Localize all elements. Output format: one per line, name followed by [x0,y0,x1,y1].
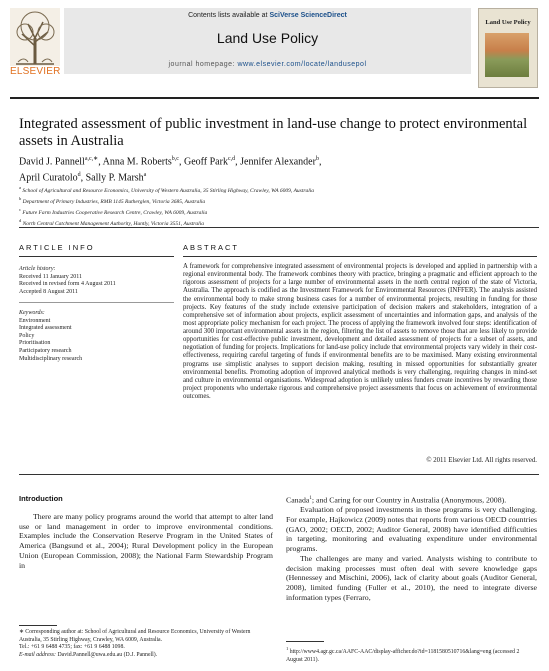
history-heading: Article history: [19,266,56,272]
homepage-prefix: journal homepage: [168,61,238,68]
homepage-link[interactable]: www.elsevier.com/locate/landusepol [237,61,367,68]
journal-title: Land Use Policy [216,30,319,46]
footnote-rule-right [286,641,324,642]
author-name[interactable]: , Jennifer Alexander [235,156,316,168]
author-separator: , [318,156,322,168]
affiliation-line: $^d$ North Central Catchment Management Authority, Huntly, Victoria 3551, Australia [19,218,204,228]
info-separator [19,302,174,303]
author-affil-mark: a [143,171,147,178]
article-title: Integrated assessment of public investment in land-use change to protect environmental assets in Australia [19,116,528,149]
footnote-rule-left [19,625,57,626]
body-paragraph: Evaluation of proposed investments in these programs is very challenging. For example, Hajkowicz (2009) notes that reports from various OECD countries (GAO, 2002; OECD, 2002; Auditor General, 2008) have identified difficulties in targeting, monitoring and evaluating expenditure under environmental programs. [286,505,537,554]
author-affil-mark: c,d [227,156,236,162]
sciencedirect-link[interactable]: SciVerse ScienceDirect [269,12,347,19]
contents-text: Contents lists available at [188,12,270,19]
copyright-notice: © 2011 Elsevier Ltd. All rights reserved. [426,457,537,464]
author-affil-mark: a,c,∗ [84,156,99,162]
cover-title: Land Use Policy [485,19,531,26]
publisher-wordmark: ELSEVIER [10,66,61,77]
history-accepted: Accepted 8 August 2011 [19,288,78,295]
keywords [19,310,174,363]
body-paragraph: The challenges are many and varied. Analysts wishing to contribute to decision making processes must often deal with severe knowledge gaps (Hennessey and Mischini, 2006), lack of clarity about goals (Auditor General, 2008), limited funding (Fuller et al., 2010), the need to integrate diverse information types (Ferraro, [286,553,537,602]
affiliation-line: $^b$ Department of Primary Industries, RMB 1145 Rutherglen, Victoria 3685, Australia [19,196,206,205]
affiliation-line: $^c$ Future Farm Industries Cooperative Research Centre, Crawley, WA 6009, Australia [19,207,208,217]
keyword: Prioritisation [19,340,51,347]
footnote-corresponding-author [19,629,273,659]
keywords-heading: Keywords: [19,310,45,316]
author-affil-mark: b,c [171,156,179,162]
history-received: Received 11 January 2011 [19,273,83,280]
keyword: Policy [19,332,35,339]
footnote-line: ∗ Corresponding author at: School of Agricultural and Resource Economics, University of Western Australia, 35 Stirling Highway, Crawley, WA 6009, Australia. [19,629,251,643]
article-history [19,266,174,296]
keyword: Environment [19,317,51,324]
abstract-text: A framework for comprehensive integrated assessment of environmental projects is developed and applied in partnership with a regional environmental body. The framework combines theory with practice, bringing a pragmatic and efficient approach to the rigorous assessment of projects for a large number of environmental assets in the north central region of the state of Victoria, Australia. The approach is codified as the Investment Framework for Environmental Resources (INFFER). The analysis assisted the environmental body to make strong business cases for a number of environmental projects, resulting in funding for those projects. Key features of the study include extensive participation of decision makers and stakeholders, integration of a comprehensive set of information about projects, explicit assessment of uncertainties and information gaps, and analysis of the most appropriate policy mechanism for each project. The process of applying the framework involved four steps: identification of around 300 important environmental assets in the region, filtering the list of assets to remove those that are less likely to provide opportunities for cost-effective public investment, development and detailed assessment of projects for a subset of assets, and negotiation of funding for projects. Implications for land-use policy include that environmental projects vary widely in their cost-effectiveness, requiring careful targeting of funds if environmental benefits are to be maximised. Many existing environmental programs use simplistic analyses to support decision making, resulting in missed opportunities for substantially greater environmental benefits. Promoting adoption of improved analytical methods is very challenging, requiring changes in mind-set and culture in environmental organisations. Widespread adoption is unlikely unless funders create incentives by rewarding those project proponents who undertake rigorous and comprehensive project assessments that focus on achievement of environmental outcomes. [183,263,537,400]
footnote-line: Tel.: +61 9 6488 4735; fax: +61 9 6488 1098. [19,644,125,651]
cover-art [485,33,529,77]
body-column-left [19,512,273,570]
title-rule [19,227,539,228]
author-list [19,153,539,185]
footnote-line: E-mail address: David.Pannell@uwa.edu.au (D.J. Pannell). [19,651,158,658]
author-name[interactable]: David J. Pannell [19,156,85,168]
author-name[interactable]: , Sally P. Marsh [80,172,144,184]
info-rule [19,256,174,257]
body-column-right [286,494,537,602]
header-rule [10,97,539,99]
keyword: Participatory research [19,347,72,354]
keyword: Integrated assessment [19,325,72,332]
author-name[interactable]: , Anna M. Roberts [98,156,172,168]
affiliation-line: $^a$ School of Agricultural and Resource Economics, University of Western Australia, 35 Stirling Highway, Crawley, WA 6009, Australia [19,185,315,194]
author-affil-mark: d [77,171,81,178]
abstract-bottom-rule [19,474,539,475]
journal-cover-image [478,8,538,88]
affiliations [19,184,539,229]
body-paragraph: Canada$^1$; and Caring for our Country in Australia (Anonymous, 2008). [286,495,507,505]
history-revised: Received in revised form 4 August 2011 [19,281,116,288]
article-info-heading: ARTICLE INFO [19,243,95,252]
contents-line [64,12,471,19]
journal-homepage [64,61,471,68]
footnote-link[interactable]: http://www4.agr.gc.ca/AAFC-AAC/display-afficher.do?id=1181580510716&lang=eng (accessed 2 August 2011). [286,648,520,663]
abstract-heading: ABSTRACT [183,243,240,252]
section-heading-introduction: Introduction [19,494,63,503]
footnote-url: $^1$ http://www4.agr.gc.ca/AAFC-AAC/display-afficher.do?id=1181580510716&lang=eng (accessed 2 August 2011). [286,646,520,663]
author-name[interactable]: , Geoff Park [178,156,228,168]
keyword: Multidisciplinary research [19,355,83,362]
body-paragraph: There are many policy programs around the world that attempt to alter land use or land management in order to improve environmental conditions. Examples include the Conservation Reserve Program in the United States of America (Bangsund et al., 2004); Rural Development policy in the European Union (European Commission, 2008); the National Farm Stewardship Program in [19,512,273,570]
email-link[interactable]: David.Pannell@uwa.edu.au (D.J. Pannell). [57,651,158,658]
author-affil-mark: b [315,156,319,162]
author-name[interactable]: April Curatolo [19,172,78,184]
abstract-rule [183,256,537,257]
